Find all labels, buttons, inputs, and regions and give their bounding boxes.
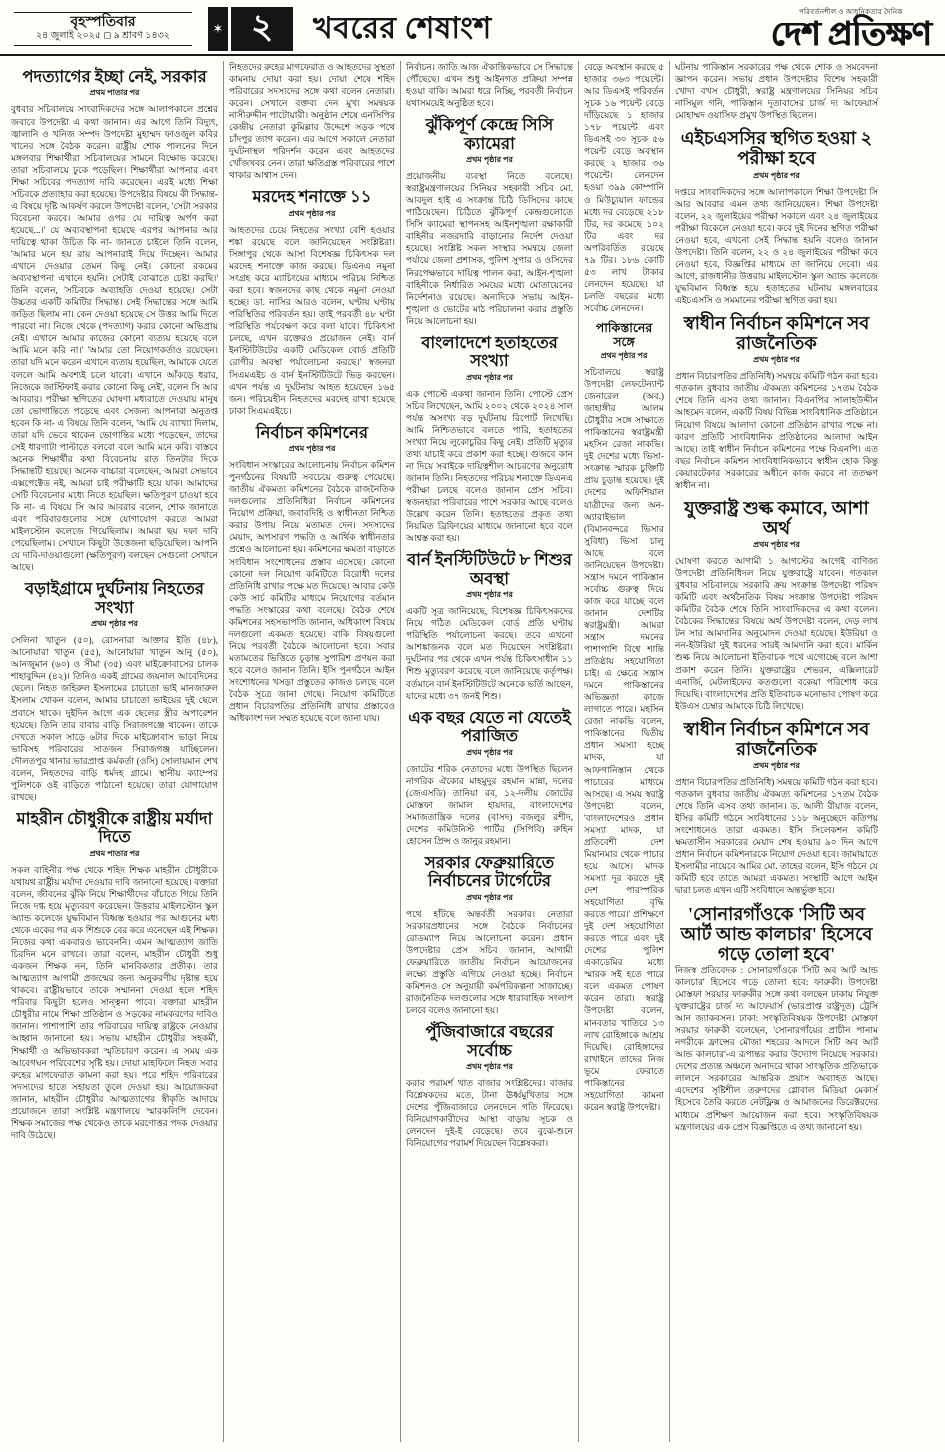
page-header [0,0,945,56]
article-headline: স্বাধীন নির্বাচন কমিশনে সব রাজনৈতিক [683,313,870,354]
column-3 [401,61,579,1442]
continued-from-label: প্রথম পৃষ্ঠার পর [466,1062,513,1072]
article-headline: বার্ন ইনস্টিটিউটে ৮ শিশুর অবস্থা [407,550,572,588]
article-body: সচিবালয়ে স্বরাষ্ট্র উপদেষ্টা লেফটেন্যান্ট জেনারেল (অব.) জাহাঙ্গীর আলম চৌধুরীর সঙ্গে সাক্ষাতে পাকিস্তানের স্বরাষ্ট্রমন্ত্রী মহসিন রেজা নাকভি। দুই দেশের মধ্যে ভিসা-সংক্রান্ত স্মারক চুক্তিটি প্রায় চূড়ান্ত হয়েছে। দুই দেশের অফিশিয়াল যাত্রীদের জন্য অন-অ্যারাইভাল (বিমানবন্দরে ভিসার সুবিধা) ভিসা চালু আছে বলে জানিয়েছেন উপদেষ্টা। সন্ত্রাস দমনে পাকিস্তান সর্বোচ্চ গুরুত্ব দিয়ে কাজ করে যাচ্ছে বলে জানান দেশটির স্বরাষ্ট্রমন্ত্রী। আমরা সন্ত্রাস দমনের পাশাপাশি বিশ্বে শান্তি প্রতিষ্ঠায় সহযোগিতা চাই। এ ক্ষেত্রে সন্ত্রাস দমনে পাকিস্তানের অভিজ্ঞতা কাজে লাগাতে পারে। মহসিন রেজা নাকভি বলেন, পাকিস্তানের দ্বিতীয় প্রধান সমস্যা হচ্ছে মাদক, যা আফগানিস্তান থেকে পাচারের মাধ্যমে আসছে। এ সময় স্বরাষ্ট্র উপদেষ্টা বলেন, 'বাংলাদেশেরও প্রধান সমস্যা মাদক, যা প্রতিবেশী দেশ মিয়ানমার থেকে পাচার হয়ে আসে। মাদক সমস্যা দূর করতে দুই দেশ পারস্পরিক সহযোগিতা বৃদ্ধি করতে পারে।' প্রশিক্ষণে দুই দেশ সহযোগিতা করতে পারে এবং দুই দেশের পুলিশ একাডেমির মধ্যে স্মারক সই হতে পারে বলে একমত পোষণ করেন তারা। স্বরাষ্ট্র উপদেষ্টা বলেন, মানবতার খাতিরে ১৩ লাখ রোহিঙ্গাকে আশ্রয় দিয়েছি। রোহিঙ্গাদের রাখাইনে তাদের নিজ ভূমে ফেরাতে পাকিস্তানের সহযোগিতা কামনা করেন স্বরাষ্ট্র উপদেষ্টা। [584,366,664,1112]
article-body: দপ্তরে সাংবাদিকদের সঙ্গে আলাপকালে শিক্ষা উপদেষ্টা সি আর আবরার এমন তথ্য জানিয়েছেন। শিক্ষা উপদেষ্টা বলেন, ২২ জুলাইয়ের পরীক্ষা সকালে এবং ২৪ জুলাইয়ের পরীক্ষা বিকেলে নেওয়া হবে। কবে দুই দিনের স্থগিত পরীক্ষা নেওয়া হবে, এখনো সেই সিদ্ধান্ত হয়নি বলেও জানান উপদেষ্টা। তিনি বলেন, ২২ ও ২৪ জুলাইয়ের পরীক্ষা কবে নেওয়া হবে, বিজ্ঞপ্তির মাধ্যমে তা জানিয়ে দেবো। এর আগে, রাজধানীর উত্তরায় মাইলস্টোন স্কুল অ্যান্ড কলেজে যুদ্ধবিমান বিধ্বস্ত হয়ে হতাহতের ঘটনায় মঙ্গলবারের এইচএসসি ও সমমানের পরীক্ষা স্থগিত করা হয়। [675,186,878,305]
date-block [14,12,192,46]
article-headline: নির্বাচন কমিশনের [255,422,369,442]
column-4 [579,61,670,1442]
continued-from-label: প্রথম পৃষ্ঠার পর [466,590,513,600]
continued-from-label: প্রথম পৃষ্ঠার পর [753,355,800,365]
article-body: এক পোস্টে একথা জানান তিনি। পোস্টে প্রেস সচিব লিখেছেন, আমি ২০০২ থেকে ২০২৪ সাল পর্যন্ত অসংখ্য বড় দুর্ঘটনায় রিপোর্ট লিখেছি। আমি নিশ্চিতভাবে বলতে পারি, হতাহতের সংখ্যা নিয়ে লুকোচুরির কিছু নেই। প্রতিটি মৃত্যুর তথ্য যাচাই করে প্রকাশ করা হচ্ছে। গুজবে কান না দিয়ে সবাইকে দায়িত্বশীল আচরণের অনুরোধ জানান তিনি। নিহতদের পরিচয় শনাক্তে ডিএনএ পরীক্ষা চলছে বলেও জানান প্রেস সচিব। স্বজনহারা পরিবারের পাশে সরকার আছে বলেও উল্লেখ করেন তিনি। হতাহতের প্রকৃত তথ্য নিয়মিত ব্রিফিংয়ের মাধ্যমে জানানো হবে বলে আশ্বস্ত করা হয়। [406,388,573,544]
article-headline: এইচএসসির স্থগিত হওয়া ২ পরীক্ষা হবে [680,128,873,169]
article-body: আহতদের চেয়ে নিহতের সংখ্যা বেশি হওয়ার শঙ্কা রয়েছে বলে জানিয়েছেন সংশ্লিষ্টরা। সিঙ্গাপুর থেকে আসা বিশেষজ্ঞ চিকিৎসক দল মরদেহ শনাক্তে কাজ করছে। ডিএনএ নমুনা সংগ্রহ করে ম্যাচিংয়ের মাধ্যমে পরিচয় নিশ্চিত করা হবে। স্বজনদের কাছ থেকে নমুনা নেওয়া হচ্ছে। ডা. নাসির আরও বলেন, ঘণ্টায় ঘণ্টায় পরিস্থিতির পরিবর্তন হয়। তাই পরবর্তী ৪৮ ঘণ্টা পরিস্থিতি পর্যবেক্ষণ করে বলা যাবে। 'চিকিৎসা চলছে, এখন রক্তেরও প্রয়োজন নেই। বার্ন ইনস্টিটিউটের একটি মেডিকেল বোর্ড প্রতিটি রোগীর অবস্থা পর্যালোচনা করছে।' স্বজনরা সিএমএইচ ও বার্ন ইনস্টিটিউটে ভিড় করছেন। এখন পর্যন্ত এ দুর্ঘটনায় আহত হয়েছেন ১৬৫ জন। পরিচয়হীন নিহতদের মরদেহ রাখা হয়েছে ঢাকা সিএমএইচে। [229,224,395,416]
column-1 [6,61,224,1442]
column-2 [224,61,401,1442]
article-headline: মাহরীন চৌধুরীকে রাষ্ট্রীয় মর্যাদা দিতে [16,808,213,847]
article-headline: মরদেহ শনাক্তে ১১ [252,187,372,207]
continued-from-label: প্রথম পৃষ্ঠার পর [600,350,648,360]
article-body: প্রধান বিচারপতির প্রতিনিধি) সমন্বয়ে কমিটি গঠন করা হবে। গতকাল বুধবার জাতীয় ঐকমত্য কমিশনের ১৭তম বৈঠক শেষে তিনি এসব তথ্য জানান। বিএনপির সালাহউদ্দীন আহমেদ বলেন, একটি বিষয় বিভিন্ন সাংবিধানিক প্রতিষ্ঠানে নিয়োগ বিষয়ে আলাদা কোনো প্রতিষ্ঠান রাখার পক্ষে না। কারণ প্রতিটি সাংবিধানিক প্রতিষ্ঠানের আলাদা আইন আছে। তাই স্বাধীন নির্বাচন কমিশনের পক্ষে বিএনপি। এত বছর নির্বাচন কমিশন সাংবিধানিকভাবে স্বাধীন হোক কিন্তু কেয়ারটেকার সরকারের অধীনে কাজ করবে না ততক্ষণ স্বাধীন না। [675,371,878,490]
article-headline: পদত্যাগের ইচ্ছা নেই, সরকার [22,67,207,86]
weekday-label: বৃহস্পতিবার [70,15,136,31]
article-body: প্রয়োজনীয় ব্যবস্থা নিতে বলেছে। স্বরাষ্ট্রমন্ত্রণালয়ের সিনিয়র সহকারী সচিব মো. আবদুল হাই এ সংক্রান্ত চিঠি ডিসিদের কাছে পাঠিয়েছেন। চিঠিতে ঝুঁকিপূর্ণ কেন্দ্রগুলোতে সিসি ক্যামেরা স্থাপনসহ আইনশৃঙ্খলা রক্ষাকারী বাহিনীর নজরদারি বাড়ানোর নির্দেশ দেওয়া হয়েছে। সংশ্লিষ্ট সকল সংস্থার সমন্বয়ে জেলা পর্যায়ে জেলা প্রশাসক, পুলিশ সুপার ও ওসিদের নিরপেক্ষভাবে দায়িত্ব পালন করা, আইন-শৃঙ্খলা বাহিনীকে নির্ধারিত সময়ের মধ্যে মোতায়েনের নির্দেশনাও রয়েছে। অন্যদিকে সভায় আইন-শৃঙ্খলা ও ভোটের মাঠ পরিচালনা করার প্রস্তুতি নিয়ে আলোচনা হয়। [406,171,573,326]
continued-from-label: প্রথম পৃষ্ঠার পর [466,892,513,902]
masthead-tagline: পরিবর্তনশীল ও আধুনিকতার দৈনিক [798,8,903,16]
masthead [770,6,935,52]
article-body: করার পরামর্শ খাত বাজার সংশ্লিষ্টদের। বাজার বিশ্লেষকদের মতে, টানা ঊর্ধ্বমুখিতার সঙ্গে দেশের পুঁজিবাজারে লেনদেনে গতি ফিরেছে। বিনিয়োগকারীদের আস্থা বাড়ায় সূচক ও লেনদেন দুই-ই বেড়েছে। তবে বুঝে-শুনে বিনিয়োগের পরামর্শ দিয়েছেন বিশ্লেষকরা। [406,1078,573,1149]
article-headline: পুঁজিবাজারে বছরের সর্বোচ্চ [425,1022,554,1060]
article-body: সংবিধান সংস্কারের আলোচনায় নির্বাচন কমিশন পুনর্গঠনের বিষয়টি সবচেয়ে গুরুত্ব পেয়েছে। জাতীয় ঐকমত্য কমিশনের বৈঠকে রাজনৈতিক দলগুলোর প্রতিনিধিরা নির্বাচন কমিশনের নিয়োগ প্রক্রিয়া, জবাবদিহি ও স্বাধীনতা নিশ্চিত করার উপায় নিয়ে মতামত দেন। সদস্যদের মেয়াদ, অপসারণ পদ্ধতি ও আর্থিক স্বাধীনতার প্রশ্নেও আলোচনা হয়। কমিশনের ক্ষমতা বাড়াতে সংবিধান সংশোধনের প্রস্তাব এসেছে। কোনো কোনো দল নিয়োগ কমিটিতে বিরোধী দলের প্রতিনিধি রাখার পক্ষে মত দিয়েছে। আবার কেউ কেউ সার্চ কমিটির মাধ্যমে নিয়োগের বর্তমান পদ্ধতি সংস্কারের কথা বলেছে। বৈঠক শেষে কমিশনের সহসভাপতি জানান, অধিকাংশ বিষয়ে দলগুলো একমত হয়েছে। বাকি বিষয়গুলো নিয়ে পরবর্তী বৈঠকে আলোচনা হবে। সবার মতামতের ভিত্তিতে চূড়ান্ত সুপারিশ প্রণয়ন করা হবে বলেও জানান তিনি। ইসি পুনর্গঠনে আইন সংশোধনের খসড়া প্রস্তুতের কাজও চলছে বলে বৈঠক সূত্রে জানা গেছে। নিয়োগ কমিটিতে প্রধান বিচারপতির প্রতিনিধি রাখার প্রস্তাবেও অধিকাংশ দল সম্মত হয়েছে বলে জানা যায়। [229,460,395,724]
continued-from-label: প্রথম পাতার পর [89,88,140,98]
article-body: পথে হাঁটছে অন্তর্বর্তী সরকার। নেতারা সরকারপ্রধানের সঙ্গে বৈঠকে নির্বাচনের রোডম্যাপ নিয়ে আলোচনা করেন। প্রধান উপদেষ্টার প্রেস সচিব জানান, আগামী ফেব্রুয়ারিতে জাতীয় নির্বাচন আয়োজনের লক্ষ্যে প্রস্তুতি এগিয়ে নেওয়া হচ্ছে। নির্বাচন কমিশনও সে অনুযায়ী কর্মপরিকল্পনা সাজাচ্ছে। রাজনৈতিক দলগুলোর সঙ্গে ধারাবাহিক সংলাপ চলবে বলেও জানানো হয়। [406,908,573,1016]
article-body: ঘটনায় পাকিস্তান সরকারের পক্ষ থেকে শোক ও সমবেদনা জ্ঞাপন করেন। সভায় প্রধান উপদেষ্টার বিশেষ সহকারী খোদা বখস চৌধুরী, স্বরাষ্ট্র মন্ত্রণালয়ের সিনিয়র সচিব নাসিমুল গনি, পাকিস্তান দূতাবাসের চার্জ দ্য আফেয়ার্স মোহাম্মদ ওয়াসিফ প্রমুখ উপস্থিত ছিলেন। [675,62,878,121]
article-headline: পাকিস্তানের সঙ্গে [595,320,653,349]
article-headline: এক বছর যেতে না যেতেই পরাজিত [408,707,571,746]
article-headline: স্বাধীন নির্বাচন কমিশনে সব রাজনৈতিক [683,718,870,759]
article-headline: যুক্তরাষ্ট্র শুল্ক কমাবে, আশা অর্থ [684,497,869,538]
continued-from-label: প্রথম পৃষ্ঠার পর [753,761,800,771]
article-body: জোটের শরিক নেতাদের মধ্যে উপস্থিত ছিলেন নাগরিক ঐক্যের মাহমুদুর রহমান মান্না, দলের (জেএসডি) তানিয়া রব, ১২-দলীয় জোটের মোস্তফা জামাল হায়দার, বাংলাদেশের সমাজতান্ত্রিক দলের (বাসদ) বজলুর রশীদ, দেশের কমিউনিস্ট পার্টির (সিপিবি) রুহিন হোসেন প্রিন্স ও জানুর রহমান। [406,763,573,846]
continued-from-label: প্রথম পাতার পর [89,848,140,858]
date-line: ২৪ জুলাই ২০২৫ ◻ ৯ শ্রাবণ ১৪৩২ [36,30,170,41]
article-body: সেলিনা খাতুন (৫০), রোসনারা আক্তার ইতি (৪৮), আনোয়ারা খাতুন (৫৫), আনোয়ারা খাতুন আনু (৫০), আনজুমান (৬০) ও সীমা (৩৫) এবং মাইক্রোবাসের চালক শাহাবুদ্দিন (৪২)। তিনিও একই গ্রামের জয়নাল আবেদিনের ছেলে। নিহত জহিরুল ইসলামের চাচাতো ভাই মানজারুল ইসলাম খোকন বলেন, আমার চাচাতো ভাইয়ের দুই ছেলে প্রবাসে থাকে। দুইদিন আগে এক ছেলের স্ত্রীর অপারেশন হয়েছে। তিনি তার বাবার বাড়ি সিরাজগঞ্জে থাকেন। তাকে দেখতে সকাল সাড়ে ৬টার দিকে মাইক্রোবাস ভাড়া নিয়ে ভাবিসহ পরিবারের সাতজন সিরাজগঞ্জ যাচ্ছিলেন। দৌলতপুর থানার ভারপ্রাপ্ত কর্মকর্তা (ওসি) সোলায়মান শেখ বলেন, নিহতদের বাড়ি ধর্মদহ গ্রামে। স্থানীয় ক্যাম্পের পুলিশকে ওই বাড়িতে পাঠানো হয়েছে। তারা যোগাযোগ রাখছে। [11,635,218,802]
continued-from-label: প্রথম পৃষ্ঠার পর [753,540,800,550]
article-body: বুধবার সচিবালয়ে সাংবাদিকদের সঙ্গে আলাপকালে প্রশ্নের জবাবে উপদেষ্টা এ কথা জানান। এর আগে তিনি বিদ্যুৎ, জ্বালানি ও খনিজ সম্পদ উপদেষ্টা মুহাম্মদ ফাওজুল কবির খানের সঙ্গে বৈঠক করেন। রাষ্ট্রীয় শোক পালনের দিনে মঙ্গলবার শিক্ষার্থীরা সচিবালয়ের সামনে বিক্ষোভ করেছে। তারা সচিবালয়ে ঢুকে পড়েছিল। শিক্ষার্থীরা আপনার এবং শিক্ষা সচিবের পদত্যাগ দাবি করেছেন। এরই মধ্যে শিক্ষা সচিবকে প্রত্যাহার করা হয়েছে। উপদেষ্টার বিষয়ে কী সিদ্ধান্ত- এ বিষয়ে দৃষ্টি আকর্ষণ করলে উপদেষ্টা বলেন, 'সেটা সরকার বিবেচনা করবে। আমার ওপর যে দায়িত্ব অর্পণ করা হয়েছে...।' যে অব্যবস্থাপনা হয়েছে এরপর আপনার আর দায়িত্বে থাকা উচিত কি না- জানতে চাইলে তিনি বলেন, 'আমার মনে হয় রায় আপনারাই দিয়ে দিচ্ছেন। আমার এখানে দেওয়ার তেমন কিছু নেই। কোনো রকমের অব্যবস্থাপনা এখানে হয়নি। সেটাই বোঝাতে চেষ্টা করছি।' তিনি বলেন, 'সচিবকে অব্যাহতি দেওয়া হয়েছে। সেটা উচ্চতর একটি কমিটির সিদ্ধান্ত। সেই সিদ্ধান্তের সঙ্গে আমি জড়িত ছিলাম না। কেন দেওয়া হয়েছে সে উত্তর আমি দিতে পারবো না। নিজে থেকে (পদত্যাগ) করার কোনো অভিপ্রায় নেই। এখানে আমার কাজের কোনো ব্যত্যয় হয়েছে বলে আমি মনে করি না।' 'আমার তো নিয়োগকর্তাও রয়েছেন। তারা যদি মনে করেন এখানে ব্যত্যয় হয়েছিল, আমাকে যেতে বললে আমি অবশ্যই চলে যাবো। এখানে আঁকড়ে ধরার, নিজেকে জাস্টিফাই করার কোনো কিছু নেই', বলেন সি আর আবরার। পরীক্ষা স্থগিতের ঘোষণা মধ্যরাতে দেওয়ায় মানুষ তো ভোগান্তিতে পড়েছে এবং সেজন্য আপনারা অনুতপ্ত হবেন কি না- এ বিষয়ে তিনি বলেন, 'আমি যে ব্যাখ্যা দিলাম, তারা যদি ভেবে থাকেন ভোগান্তির মধ্যে পড়েছেন, তাদের সেই ধারণাটা পাল্টাতে বলবো বলে আমি মনে করি। বাস্তবে অনেক শিক্ষার্থীর কথা বিবেচনায় রাত তিনটার দিকে সিদ্ধান্তটি হয়েছে। অনেক বাচ্চারা বলেছেন, আমরা সেভাবে এক্সপেক্টেড নই, আমরা চাই পরীক্ষাটি হয়ে যাক। আমাদের সেটি বিবেচনার মধ্যে নিতে হয়েছিল। ক্ষতিপূরণ চাওয়া হবে কি না- এ বিষয়ে সি আর আবরার বলেন, শোক জানাতে এবং পরিবারগুলোর সঙ্গে যোগাযোগ করতে আমরা মাইলস্টোন কলেজে গিয়েছিলাম। আমরা ছয় দফা দাবি পেয়েছিলাম। সেখানে কিছুটা উত্তেজনা ছড়িয়েছিল। আপনি যে দাবি-দাওয়াগুলো (ক্ষতিপূরণ) বলছেন সেগুলো সেখানে আছে। [11,104,218,573]
continued-from-label: প্রথম পৃষ্ঠার পর [288,444,336,454]
column-5 [670,61,883,1442]
article-body: একটি সূত্র জানিয়েছে, বিশেষজ্ঞ চিকিৎসকদের নিয়ে গঠিত মেডিকেল বোর্ড প্রতি ঘণ্টায় পরিস্থিতি পর্যালোচনা করছে। তবে এখনো আশঙ্কাজনক বলে মত দিয়েছেন সংশ্লিষ্টরা। দুর্ঘটনার পর থেকে এখন পর্যন্ত চিকিৎসাধীন ১১ শিশু মৃত্যুবরণ করেছে বলে জানিয়েছে কর্তৃপক্ষ। বর্তমানে বার্ন ইনস্টিটিউটে অনেকে ভর্তি আছেন, যাদের মধ্যে ৩৭ জনই শিশু। [406,606,573,701]
article-headline: বাংলাদেশে হতাহতের সংখ্যা [421,332,558,371]
page-number: ২ [250,8,274,46]
article-headline: সরকার ফেব্রুয়ারিতে নির্বাচনের টার্গেটের [424,852,555,891]
article-body: নিজস্ব প্রতিবেদক : সোনারগাঁওকে 'সিটি অব আর্ট আন্ড কালচার' হিসেবে গড়ে তোলা হবে: ফারুকী। উপদেষ্টা মোস্তফা সরয়ার ফারুকীর সঙ্গে কথা বলছেন ঢাকায় নিযুক্ত যুক্তরাষ্ট্রের চার্জ দ্য আফেয়ার্স (ভারপ্রাপ্ত রাষ্ট্রদূত) ট্রেসি আন জ্যাকবসন। ঢাকা: সংস্কৃতিবিষয়ক উপদেষ্টা মোস্তফা সরয়ার ফারুকী বলেছেন, 'সোনারগাঁয়ের প্রাচীন পানাম নগরীকে ফ্রান্সের মৌজা শহরের আদলে সিটি অব আর্ট আন্ড কালচার'-এ রূপান্তর করার উদ্যোগ নিয়েছে সরকার। দেশের প্রত্যন্ত অঞ্চলে অনাদরে থাকা সাংস্কৃতিক প্রতিভাকে লালনে সরকারের আন্তরিক প্রয়াস অব্যাহত আছে। এদেশের সৃষ্টিশীল তরুণদের গ্লোবাল মিডিয়া মেকার্স হিসেবে তৈরি করতে নেটফ্লিক্স ও আমাজনের ডিরেক্টরদের মাধ্যমে প্রশিক্ষণ আয়োজন করা হবে। সংস্কৃতিবিষয়ক মন্ত্রণালয়ের এক প্রেস বিজ্ঞপ্তিতে এ তথ্য জানানো হয়। [675,964,878,1132]
continued-from-label: প্রথম পৃষ্ঠার পর [288,208,336,218]
article-body: নির্বাচন। জাতি আজ ঐকান্তিকভাবে সে সিদ্ধান্তে পৌঁছেছে। এখন শুধু আইনগত প্রক্রিয়া সম্পন্ন হওয়া বাকি। আমরা ধরে নিচ্ছি, পরবর্তী নির্বাচন যথাসময়েই অনুষ্ঠিত হবে। [406,62,573,109]
article-body: ঘোষণা করতে আগামী ১ আগস্টের আগেই বাণিজ্য উপদেষ্টা প্রতিনিধিদল নিয়ে যুক্তরাষ্ট্রে যাবেন। গতকাল বুধবার সচিবালয়ে সরকারি ক্রয় সংক্রান্ত উপদেষ্টা পরিষদ কমিটি এবং অর্থনৈতিক বিষয় সংক্রান্ত উপদেষ্টা পরিষদ কমিটির বৈঠক শেষে তিনি সাংবাদিকদের এ কথা বলেন। বৈঠকের সিদ্ধান্তের বিষয়ে অর্থ উপদেষ্টা বলেন, দেড় লাখ টন সার আমদানির অনুমোদন দেওয়া হয়েছে। ইউরিয়া ও নন-ইউরিয়া দুই ধরনের সারই আমদানি করা হবে। মার্কিন শুল্ক নিয়ে আলোচনা ইতিবাচক পথে এগোচ্ছে বলে আশা প্রকাশ করেন তিনি। যুক্তরাষ্ট্রের শেভরন, এক্সিলারেট এনার্জি, মেটলাইফের কতগুলো বকেয়া পরিশোধ করে দিয়েছি। বাংলাদেশের প্রতি ইতিবাচক মনোভাব পোষণ করে ইউএস চেম্বার আমাকে চিঠি লিখেছে। [675,556,878,711]
continued-from-label: প্রথম পৃষ্ঠার পর [466,155,513,165]
article-headline: বড়াইগ্রামে দুর্ঘটনায় নিহতের সংখ্যা [24,579,205,617]
continued-from-label: প্রথম পৃষ্ঠার পর [466,747,513,757]
emblem-icon: ✶ [208,7,228,51]
article-body: বেড়ে অবস্থান করছে ৫ হাজার ৩৬৩ পয়েন্টে। আর ডিএসই পরিবর্তন সূচক ১৬ পয়েন্ট বেড়ে দাঁড়িয়েছে ১ হাজার ১৭৮ পয়েন্টে এবং ডিএসই ৩০ সূচক ৫৬ পয়েন্ট বেড়ে অবস্থান করছে ২ হাজার ৩৬ পয়েন্টে। লেনদেন হওয়া ৩৯৯ কোম্পানি ও মিউচ্যুয়াল ফান্ডের মধ্যে দর বেড়েছে ২১৮ টির, দর কমেছে ১০২ টির এবং দর অপরিবর্তিত রয়েছে ৭৯ টির। ১৮৬ কোটি ৫৩ লাখ টাকার লেনদেন হয়েছে। যা চলতি বছরের মধ্যে সর্বোচ্চ লেনদেন। [584,62,664,313]
continued-from-label: প্রথম পৃষ্ঠার পর [466,372,513,382]
article-body: নিহতদের রুহের মাগফেরাত ও আহতদের সুস্থতা কামনায় দোয়া করা হয়। দোয়া শেষে শহিদ পরিবারের সদস্যদের সঙ্গে কথা বলেন নেতারা। করেন। সেখানে বক্তব্য দেন মুখ্য সমন্বয়ক নাসীরুদ্দীন পাটোয়ারী। অনুষ্ঠান শেষে এনসিপির কেন্দ্রীয় নেতারা কুমিল্লার উদ্দেশে সড়ক পথে চাঁদপুর ত্যাগ করেন। এর আগে সকালে নেতারা দুর্ঘটনাস্থল পরিদর্শন করেন এবং আহতদের খোঁজখবর নেন। তারা ক্ষতিগ্রস্ত পরিবারের পাশে থাকার আশ্বাস দেন। [229,62,395,181]
article-columns [0,56,945,1442]
masthead-brand: দেশ প্রতিক্ষণ [770,17,931,53]
article-body: প্রধান বিচারপতির প্রতিনিধি) সমন্বয়ে কমিটি গঠন করা হবে। গতকাল বুধবার জাতীয় ঐকমত্য কমিশনের ১৭তম বৈঠক শেষে তিনি এসব তথ্য জানান। ড. আলী রীয়াজ বলেন, ইসির কমিটি গঠনে সংবিধানের ১১৮ অনুচ্ছেদে কতিপয় সংশোধনেও তারা একমত। ইসি সিলেকশন কমিটি ক্ষমতাসীন সরকারের মেয়াদ শেষ হওয়ার ৯০ দিন আগে প্রধান নির্বাচন কমিশনারকে নিয়োগ দেওয়া হবে। জামায়াতে ইসলামীর নায়েবে আমির মো. তাহের বলেন, ইসি গঠনে যে কমিটি হবে তাতে আমরা একমত। সংস্থাটি আগে আইন দ্বারা চলত এখন এটি সংবিধানে অন্তর্ভুক্ত হবে। [675,777,878,896]
section-title: খবরের শেষাংশ [313,11,492,45]
continued-from-label: প্রথম পৃষ্ঠার পর [753,170,800,180]
continued-from-label: প্রথম পৃষ্ঠার পর [91,619,138,629]
page-number-box [231,7,293,51]
article-headline: ঝুঁকিপূর্ণ কেন্দ্রে সিসি ক্যামেরা [425,115,554,153]
article-body: সকল বাহিনীর পক্ষ থেকে শহিদ শিক্ষক মাহরীন চৌধুরীকে যথাযথ রাষ্ট্রীয় মর্যাদা দেওয়ার দাবি জানানো হয়েছে। বক্তারা বলেন, জীবনের ঝুঁকি নিয়ে শিক্ষার্থীদের বাঁচাতে গিয়ে তিনি নিজে দগ্ধ হয়ে মৃত্যুবরণ করেছেন। উত্তরার মাইলস্টোন স্কুল অ্যান্ড কলেজে যুদ্ধবিমান বিধ্বস্ত হওয়ার পর আগুনের মধ্য থেকে একের পর এক শিশুকে বের করে এনেছেন এই শিক্ষক। নিজের কথা একবারও ভাবেননি। এমন আত্মত্যাগ জাতি চিরদিন মনে রাখবে। তারা বলেন, মাহরীন চৌধুরী শুধু একজন শিক্ষক নন, তিনি মানবিকতার প্রতীক। তার আত্মত্যাগ আগামী প্রজন্মের জন্য অনুকরণীয় দৃষ্টান্ত হয়ে থাকবে। রাষ্ট্রীয়ভাবে তাকে সম্মাননা দেওয়া হলে শহিদ পরিবার কিছুটা হলেও সান্ত্বনা পাবে। বক্তারা মাহরীন চৌধুরীর নামে শিক্ষা প্রতিষ্ঠান ও সড়কের নামকরণের দাবিও জানান। পাশাপাশি তার পরিবারের দায়িত্ব রাষ্ট্রকে নেওয়ার আহ্বান জানানো হয়। সভায় মাহরীন চৌধুরীর সহকর্মী, শিক্ষার্থী ও অভিভাবকরা স্মৃতিচারণ করেন। এ সময় এক আবেগঘন পরিবেশের সৃষ্টি হয়। দোয়া মাহফিলে নিহত সবার রুহের মাগফেরাত কামনা করা হয়। পরে শহিদ পরিবারের সদস্যদের হাতে সহায়তা তুলে দেওয়া হয়। আয়োজকরা জানান, মাহরীন চৌধুরীর আত্মত্যাগের স্বীকৃতি আদায়ে প্রয়োজনে তারা সংশ্লিষ্ট মন্ত্রণালয়ে স্মারকলিপি দেবেন। শিক্ষক সমাজের পক্ষ থেকেও তাকে মরণোত্তর পদক দেওয়ার দাবি উঠেছে। [11,864,218,1140]
article-headline: 'সোনারগাঁওকে 'সিটি অব আর্ট আন্ড কালচার' হিসেবে গড়ে তোলা হবে' [680,903,873,964]
